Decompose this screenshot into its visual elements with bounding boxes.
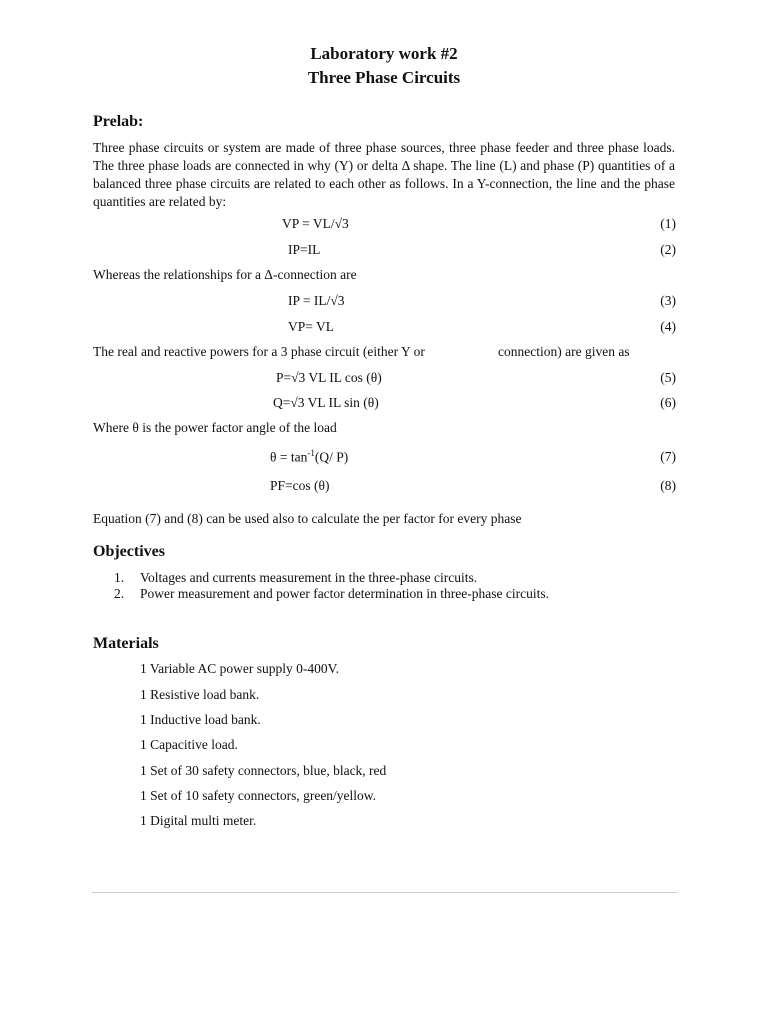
materials-heading: Materials	[93, 635, 159, 652]
material-item: 1 Resistive load bank.	[140, 687, 260, 702]
power-text-part-2: connection) are given as	[498, 344, 630, 359]
equation-7-number: (7)	[660, 449, 676, 464]
equation-7-superscript: -1	[307, 448, 315, 458]
title-line-2: Three Phase Circuits	[307, 68, 461, 87]
equation-2-number: (2)	[660, 242, 676, 257]
equation-2: IP=IL	[288, 242, 321, 257]
equation-7-rest: (Q/ P)	[314, 449, 349, 465]
material-item: 1 Digital multi meter.	[140, 813, 257, 828]
objective-item: Power measurement and power factor determination in three-phase circuits.	[140, 586, 549, 601]
material-item: 1 Variable AC power supply 0-400V.	[140, 661, 339, 676]
objective-number: 2.	[114, 586, 125, 601]
equation-1-number: (1)	[660, 216, 676, 231]
equation-5: P=√3 VL IL cos (θ)	[276, 370, 382, 385]
material-item: 1 Set of 30 safety connectors, blue, black, red	[140, 763, 387, 778]
equation-8-number: (8)	[660, 478, 676, 493]
objectives-heading: Objectives	[93, 543, 165, 560]
equation-3: IP = IL/√3	[288, 293, 345, 308]
equation-8: PF=cos (θ)	[270, 478, 330, 493]
equation-7	[270, 448, 348, 466]
closing-text: Equation (7) and (8) can be used also to calculate the per factor for every phase	[93, 511, 522, 526]
material-item: 1 Capacitive load.	[140, 737, 238, 752]
equation-6-number: (6)	[660, 395, 676, 410]
delta-connection-text: Whereas the relationships for a Δ-connection are	[93, 267, 357, 282]
equation-5-number: (5)	[660, 370, 676, 385]
prelab-intro-paragraph: Three phase circuits or system are made of three phase sources, three phase feeder and three phase loads. The three phase loads are connected in why (Y) or delta Δ shape. The line (L) and phase (P) quantities of a balanced three phase circuits are related to each other as follows. In a Y-connection, the line and the phase quantities are related by:	[93, 140, 675, 209]
power-text-part-1: The real and reactive powers for a 3 phase circuit (either Y or	[93, 344, 425, 359]
equation-6: Q=√3 VL IL sin (θ)	[273, 395, 379, 410]
objective-item: Voltages and currents measurement in the three-phase circuits.	[140, 570, 478, 585]
theta-definition-text: Where θ is the power factor angle of the load	[93, 420, 337, 435]
prelab-heading: Prelab:	[93, 113, 144, 130]
equation-3-number: (3)	[660, 293, 676, 308]
title-line-1: Laboratory work #2	[310, 44, 458, 63]
equation-7-base: θ = tan	[270, 449, 308, 465]
page-divider	[92, 892, 678, 893]
objective-number: 1.	[114, 570, 125, 585]
material-item: 1 Inductive load bank.	[140, 712, 261, 727]
equation-1: VP = VL/√3	[282, 216, 349, 231]
material-item: 1 Set of 10 safety connectors, green/yellow.	[140, 788, 377, 803]
equation-4-number: (4)	[660, 319, 676, 334]
equation-4: VP= VL	[288, 319, 334, 334]
